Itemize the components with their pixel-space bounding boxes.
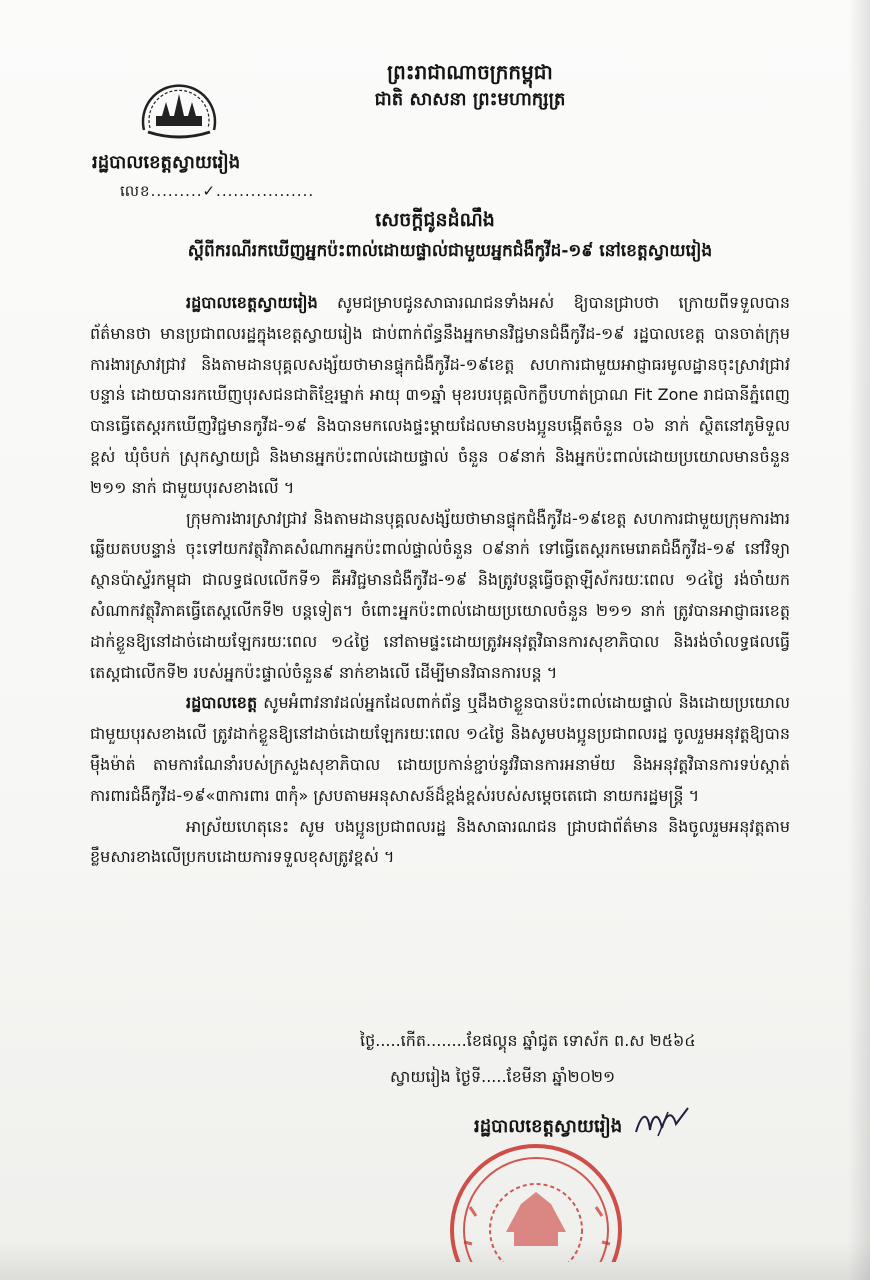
paragraph-text: អាស្រ័យហេតុនេះ សូម បងប្អូនប្រជាពលរដ្ឋ និងសាធារណជន ជ្រាបជាព័ត៌មាន និងចូលរួមអនុវត្តតាមខ្លឹមសារខាងលើប្រកបដោយការទទួលខុសត្រូវខ្ពស់ ។	[90, 816, 790, 867]
issuing-authority: រដ្ឋបាលខេត្តស្វាយរៀង	[92, 152, 241, 173]
paragraph-lead: រដ្ឋបាលខេត្ត	[186, 693, 258, 713]
document-body	[90, 288, 790, 873]
paragraph-1	[90, 288, 790, 504]
solar-date: ស្វាយរៀង ថ្ងៃទី.....ខែមីនា ឆ្នាំ២០២១	[390, 1067, 616, 1086]
paragraph-3	[90, 688, 790, 811]
page-shadow-bottom	[0, 1240, 870, 1280]
signatory-title: រដ្ឋបាលខេត្តស្វាយរៀង	[474, 1116, 623, 1137]
paragraph-4	[90, 812, 790, 874]
national-motto: ជាតិ សាសនា ព្រះមហាក្សត្រ	[374, 89, 566, 110]
page-shadow-right	[848, 0, 870, 1280]
paragraph-2	[90, 504, 790, 689]
reference-number: លេខ.........✓.................	[120, 182, 315, 200]
paragraph-text: ក្រុមការងារស្រាវជ្រាវ និងតាមដានបុគ្គលសង្ស័យថាមានផ្ទុកជំងឺកូវីដ-១៩ខេត្ត សហការជាមួយក្រុមការងារឆ្លើយតបបន្ទាន់ ចុះទៅយកវត្ថុវិភាគសំណាកអ្នកប៉ះពាល់ផ្ទាល់ចំនួន ០៩នាក់ ទៅធ្វើតេស្តរកមេរោគជំងឺកូវីដ-១៩ នៅវិទ្យាស្ថានប៉ាស្ទ័រកម្ពុជា ជាលទ្ធផលលើកទី១ គឺអវិជ្ជមានជំងឺកូវីដ-១៩ និងត្រូវបន្តធ្វើចត្តាឡីស័ករយៈពេល ១៤ថ្ងៃ រង់ចាំយកសំណាកវត្ថុវិភាគធ្វើតេស្តលើកទី២ បន្តទៀត។ ចំពោះអ្នកប៉ះពាល់ដោយប្រយោលចំនួន ២១១ នាក់ ត្រូវបានអាជ្ញាធរខេត្ត ដាក់ខ្លួនឱ្យនៅដាច់ដោយឡែករយៈពេល ១៤ថ្ងៃ នៅតាមផ្ទះដោយត្រូវអនុវត្តវិធានការសុខាភិបាល និងរង់ចាំលទ្ធផលធ្វើតេស្តជាលើកទី២ របស់អ្នកប៉ះផ្ទាល់ចំនួន៩ នាក់ខាងលើ ដើម្បីមានវិធានការបន្ត ។	[90, 508, 790, 682]
paragraph-lead: រដ្ឋបាលខេត្តស្វាយរៀង	[186, 293, 318, 312]
kingdom-title: ព្រះរាជាណាចក្រកម្ពុជា	[387, 60, 553, 84]
document-title: សេចក្តីជូនដំណឹង	[375, 209, 495, 231]
signature-icon	[632, 1106, 692, 1140]
kingdom-header	[320, 58, 620, 114]
angkor-wat-emblem-icon	[136, 70, 222, 146]
document-subtitle: ស្តីពីករណីរកឃើញអ្នកប៉ះពាល់ដោយផ្ទាល់ជាមួយអ្នកជំងឺកូវីដ-១៩ នៅខេត្តស្វាយរៀង	[187, 241, 713, 261]
lunar-date: ថ្ងៃ.....កើត........ខែផល្គុន ឆ្នាំជូត ទោស័ក ព.ស ២៥៦៤	[360, 1031, 696, 1050]
paragraph-text: សូមជម្រាបជូនសាធារណជនទាំងអស់ ឱ្យបានជ្រាបថា ក្រោយពីទទួលបានព័ត៌មានថា មានប្រជាពលរដ្ឋក្នុងខេត្តស្វាយរៀង ជាប់ពាក់ព័ន្ធនឹងអ្នកមានវិជ្ជមានជំងឺកូវីដ-១៩ រដ្ឋបាលខេត្ត បានចាត់ក្រុមការងារស្រាវជ្រាវ និងតាមដានបុគ្គលសង្ស័យថាមានផ្ទុកជំងឺកូវីដ-១៩ខេត្ត សហការជាមួយអាជ្ញាធរមូលដ្ឋានចុះស្រាវជ្រាវបន្ទាន់ ដោយបានរកឃើញបុរសជនជាតិខ្មែរម្នាក់ អាយុ ៣១ឆ្នាំ មុខរបរបុគ្គលិកក្លឹបហាត់ប្រាណ Fit Zone រាជធានីភ្នំពេញ បានធ្វើតេស្តរកឃើញវិជ្ជមានកូវីដ-១៩ និងបានមកលេងផ្ទះម្តាយដែលមានបងប្អូនបង្កើតចំនួន ០៦ នាក់ ស្ថិតនៅភូមិទួលខ្ពស់ ឃុំចំបក់ ស្រុកស្វាយជ្រំ និងមានអ្នកប៉ះពាល់ដោយផ្ទាល់ ចំនួន ០៩នាក់ និងអ្នកប៉ះពាល់ដោយប្រយោលមានចំនួន ២១១ នាក់ ជាមួយបុរសខាងលើ ។	[90, 293, 790, 497]
paragraph-text: សូមអំពាវនាវដល់អ្នកដែលពាក់ព័ន្ធ ឬដឹងថាខ្លួនបានប៉ះពាល់ដោយផ្ទាល់ និងដោយប្រយោលជាមួយបុរសខាងលើ ត្រូវដាក់ខ្លួនឱ្យនៅដាច់ដោយឡែករយៈពេល ១៤ថ្ងៃ និងសូមបងប្អូនប្រជាពលរដ្ឋ ចូលរួមអនុវត្តឱ្យបានម៉ឺងម៉ាត់ តាមការណែនាំរបស់ក្រសួងសុខាភិបាល ដោយប្រកាន់ខ្ជាប់នូវវិធានការអនាម័យ និងអនុវត្តវិធានការទប់ស្កាត់ការពារជំងឺកូវីដ-១៩«៣ការពារ ៣កុំ» ស្របតាមអនុសាសន៍ដ៏ខ្ពង់ខ្ពស់របស់សម្តេចតេជោ នាយករដ្ឋមន្ត្រី ។	[90, 693, 790, 805]
